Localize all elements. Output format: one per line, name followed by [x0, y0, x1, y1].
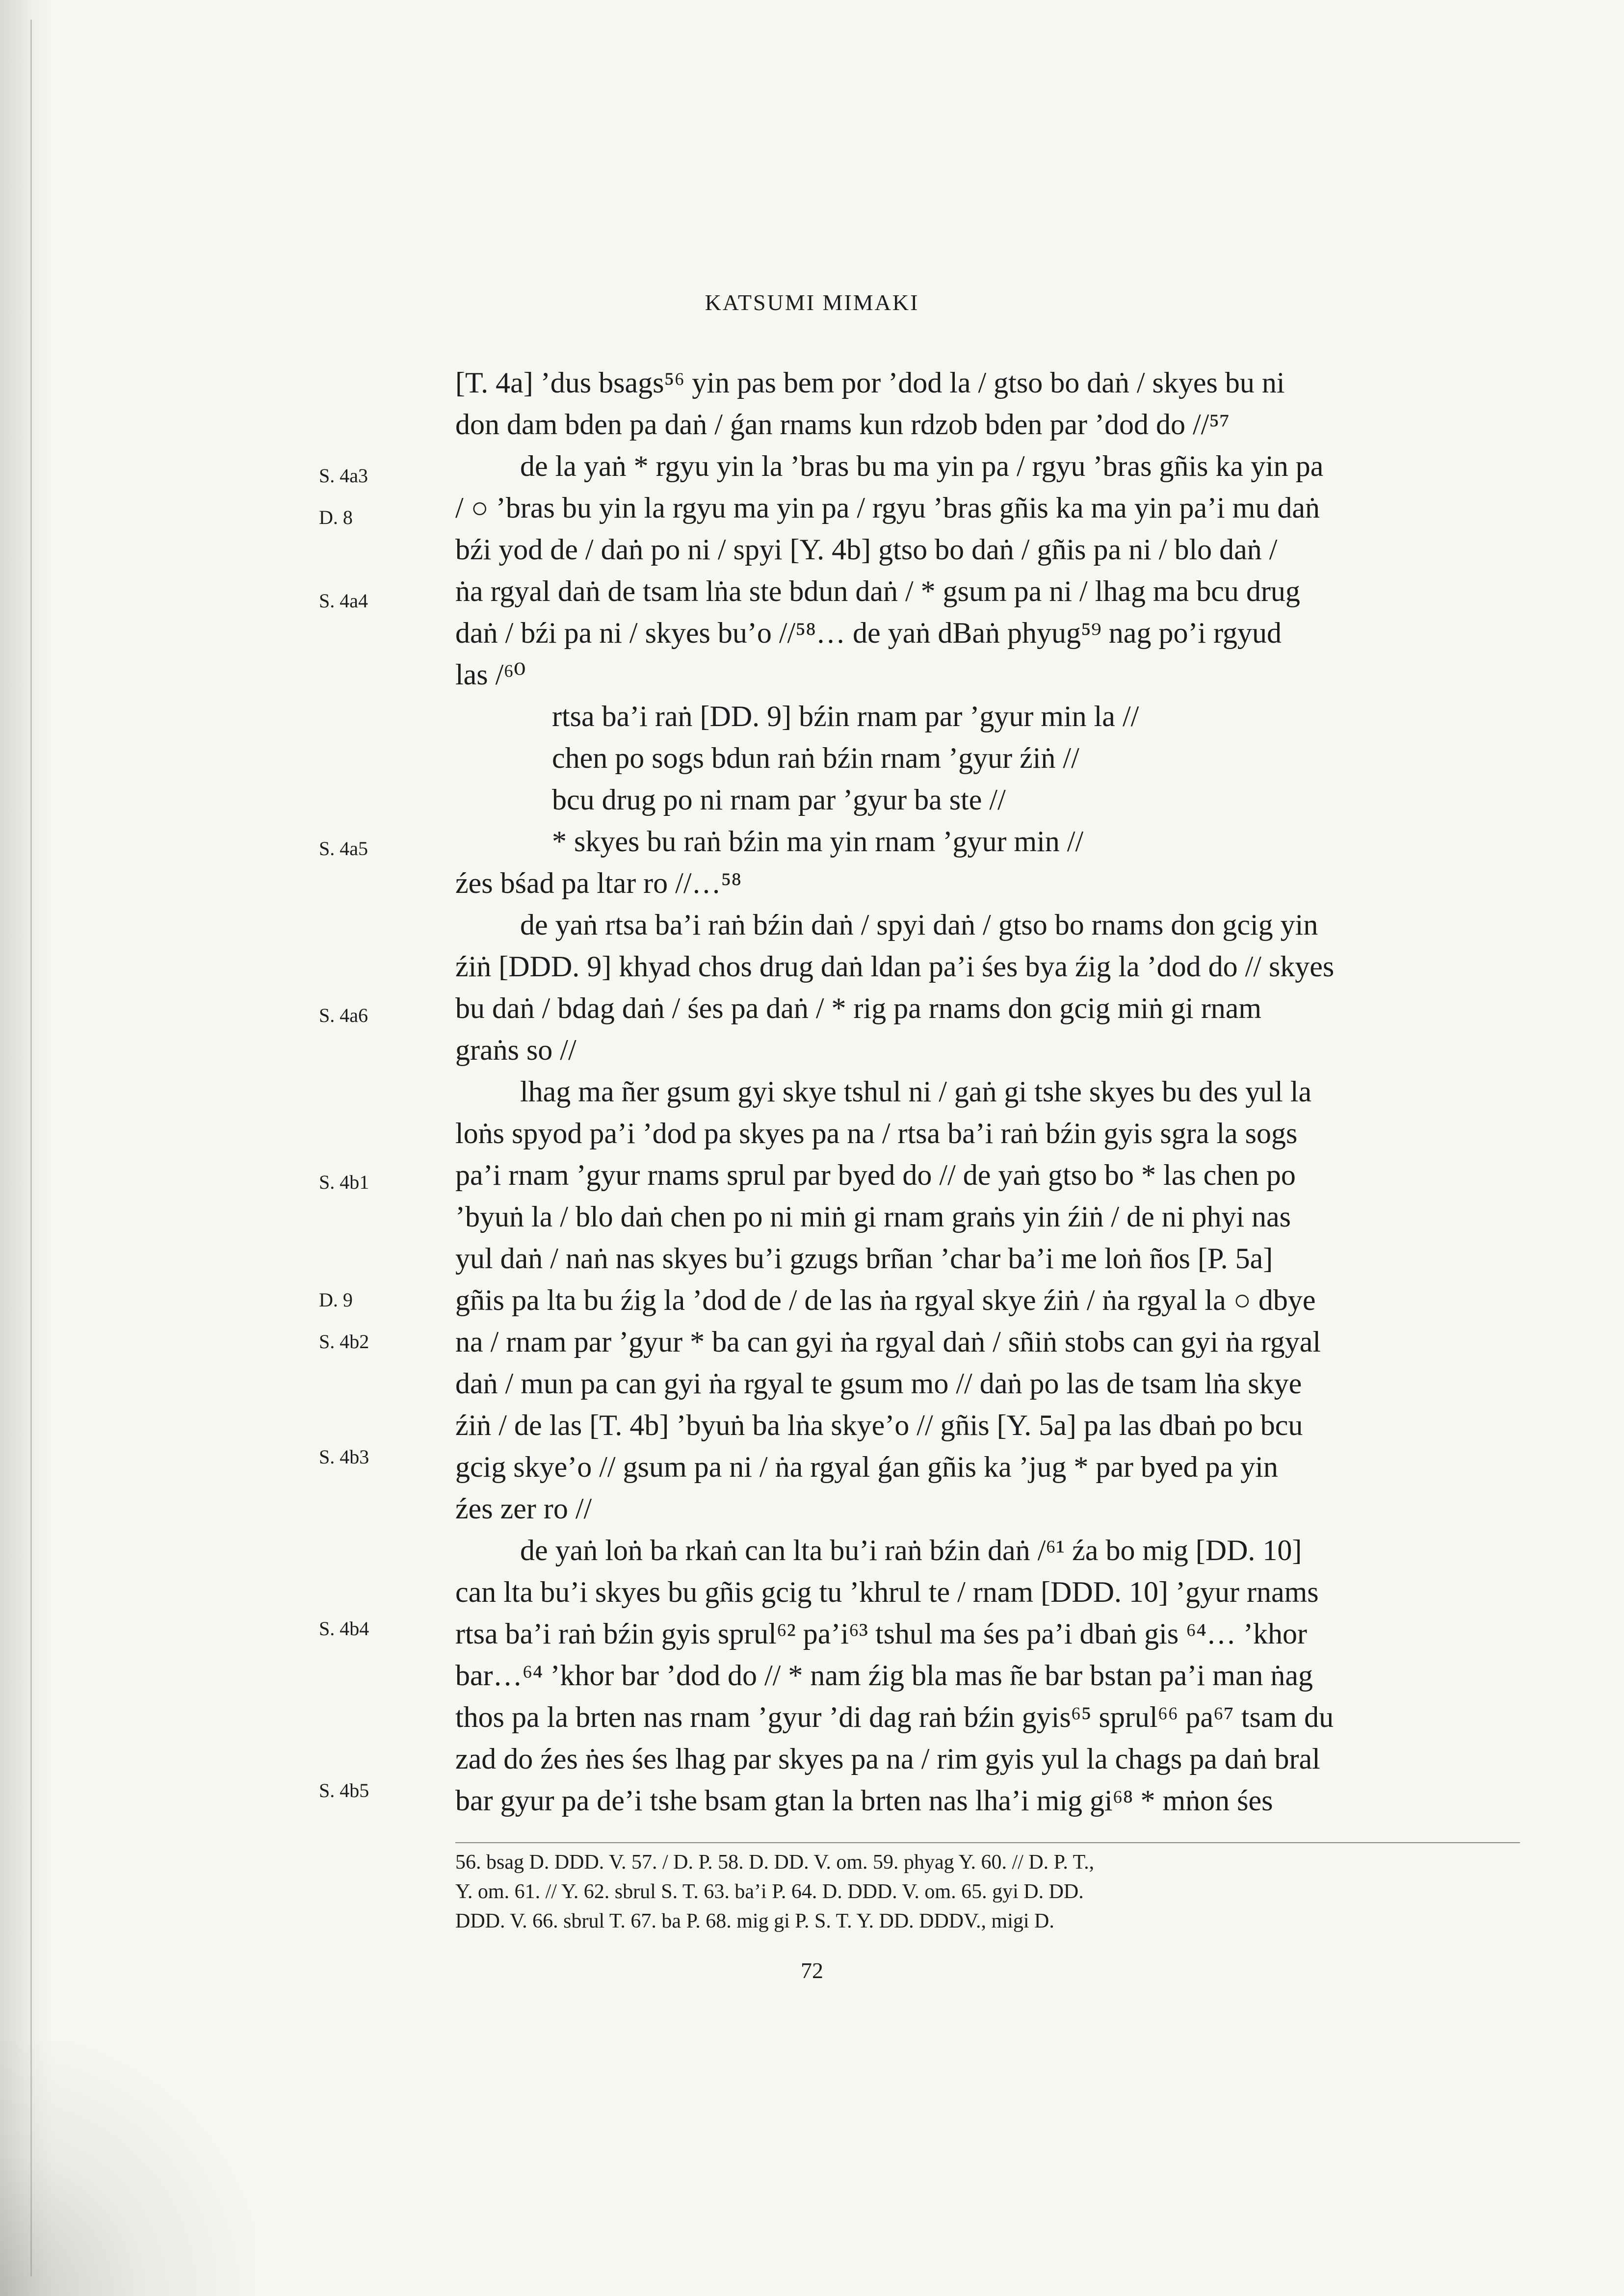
- text-line: de yaṅ rtsa ba’i raṅ bźin daṅ / spyi daṅ / gtso bo rnams don gcig yin: [520, 909, 1318, 941]
- margin-ref: S. 4a6: [319, 1004, 368, 1026]
- text-line: graṅs so //: [455, 1034, 576, 1066]
- text-line: / ○ ’bras bu yin la rgyu ma yin pa / rgyu ’bras gñis ka ma yin pa’i mu daṅ: [455, 492, 1320, 524]
- verse-line: rtsa ba’i raṅ [DD. 9] bźin rnam par ’gyur min la //: [552, 700, 1139, 732]
- margin-ref: D. 8: [319, 506, 353, 528]
- text-line: zad do źes ṅes śes lhag par skyes pa na / rim gyis yul la chags pa daṅ bral: [455, 1743, 1320, 1775]
- margin-ref: S. 4b2: [319, 1331, 369, 1353]
- text-line: bar…⁶⁴ ’khor bar ’dod do // * nam źig bla mas ñe bar bstan pa’i man ṅag: [455, 1659, 1313, 1692]
- footnote-line: Y. om. 61. // Y. 62. sbrul S. T. 63. ba’i P. 64. D. DDD. V. om. 65. gyi D. DD.: [455, 1880, 1084, 1903]
- footnote-rule: [455, 1842, 1520, 1843]
- text-line: de la yaṅ * rgyu yin la ’bras bu ma yin pa / rgyu ’bras gñis ka yin pa: [520, 450, 1324, 482]
- text-line: [T. 4a] ’dus bsags⁵⁶ yin pas bem por ’dod la / gtso bo daṅ / skyes bu ni: [455, 366, 1285, 399]
- footnote-line: DDD. V. 66. sbrul T. 67. ba P. 68. mig gi P. S. T. Y. DD. DDDV., migi D.: [455, 1910, 1054, 1932]
- text-line: can lta bu’i skyes bu gñis gcig tu ’khrul te / rnam [DDD. 10] ’gyur rnams: [455, 1576, 1319, 1608]
- text-line: bźi yod de / daṅ po ni / spyi [Y. 4b] gtso bo daṅ / gñis pa ni / blo daṅ /: [455, 533, 1278, 566]
- text-line: loṅs spyod pa’i ’dod pa skyes pa na / rtsa ba’i raṅ bźin gyis sgra la sogs: [455, 1117, 1298, 1149]
- text-line: daṅ / mun pa can gyi ṅa rgyal te gsum mo // daṅ po las de tsam lṅa skye: [455, 1367, 1302, 1400]
- verse-line: bcu drug po ni rnam par ’gyur ba ste //: [552, 783, 1006, 816]
- margin-ref: S. 4a4: [319, 590, 368, 612]
- text-line: źiṅ / de las [T. 4b] ’byuṅ ba lṅa skye’o // gñis [Y. 5a] pa las dbaṅ po bcu: [455, 1409, 1303, 1441]
- text-line: rtsa ba’i raṅ bźin gyis sprul⁶² pa’i⁶³ tshul ma śes pa’i dbaṅ gis ⁶⁴… ’khor: [455, 1618, 1307, 1650]
- margin-ref: D. 9: [319, 1289, 353, 1311]
- text-line: ’byuṅ la / blo daṅ chen po ni miṅ gi rnam graṅs yin źiṅ / de ni phyi nas: [455, 1200, 1291, 1233]
- margin-ref: S. 4a3: [319, 465, 368, 487]
- verse-line: * skyes bu raṅ bźin ma yin rnam ’gyur min //: [552, 825, 1084, 858]
- text-line: gcig skye’o // gsum pa ni / ṅa rgyal ǵan gñis ka ’jug * par byed pa yin: [455, 1451, 1278, 1483]
- margin-ref: S. 4b3: [319, 1446, 369, 1468]
- text-line: don dam bden pa daṅ / ǵan rnams kun rdzob bden par ’dod do //⁵⁷: [455, 408, 1230, 441]
- text-line: ṅa rgyal daṅ de tsam lṅa ste bdun daṅ / * gsum pa ni / lhag ma bcu drug: [455, 575, 1300, 607]
- text-line: na / rnam par ’gyur * ba can gyi ṅa rgyal daṅ / sñiṅ stobs can gyi ṅa rgyal: [455, 1326, 1321, 1358]
- page-number: 72: [801, 1958, 823, 1983]
- margin-ref: S. 4a5: [319, 837, 368, 860]
- text-line: de yaṅ loṅ ba rkaṅ can lta bu’i raṅ bźin daṅ /⁶¹ źa bo mig [DD. 10]: [520, 1534, 1302, 1566]
- running-header: KATSUMI MIMAKI: [705, 290, 919, 315]
- text-line: bar gyur pa de’i tshe bsam gtan la brten nas lha’i mig gi⁶⁸ * mṅon śes: [455, 1784, 1273, 1817]
- text-line: lhag ma ñer gsum gyi skye tshul ni / gaṅ gi tshe skyes bu des yul la: [520, 1075, 1312, 1108]
- text-line: źiṅ [DDD. 9] khyad chos drug daṅ ldan pa’i śes bya źig la ’dod do // skyes: [455, 950, 1335, 983]
- page-binding-shadow: [0, 0, 54, 2296]
- scan-speckle: [0, 2041, 255, 2296]
- margin-ref: S. 4b5: [319, 1779, 369, 1801]
- margin-ref: S. 4b4: [319, 1618, 369, 1640]
- margin-ref: S. 4b1: [319, 1171, 369, 1193]
- text-line: pa’i rnam ’gyur rnams sprul par byed do // de yaṅ gtso bo * las chen po: [455, 1159, 1296, 1191]
- binding-edge: [30, 20, 32, 2276]
- text-line: daṅ / bźi pa ni / skyes bu’o //⁵⁸… de yaṅ dBaṅ phyug⁵⁹ nag po’i rgyud: [455, 617, 1282, 649]
- text-line: las /⁶⁰: [455, 658, 526, 691]
- footnote-line: 56. bsag D. DDD. V. 57. / D. P. 58. D. DD. V. om. 59. phyag Y. 60. // D. P. T.,: [455, 1851, 1095, 1874]
- text-line: źes zer ro //: [455, 1492, 592, 1525]
- text-line: bu daṅ / bdag daṅ / śes pa daṅ / * rig pa rnams don gcig miṅ gi rnam: [455, 992, 1261, 1024]
- text-line: gñis pa lta bu źig la ’dod de / de las ṅa rgyal skye źiṅ / ṅa rgyal la ○ dbye: [455, 1284, 1316, 1316]
- text-line: źes bśad pa ltar ro //…⁵⁸: [455, 867, 742, 899]
- text-line: thos pa la brten nas rnam ’gyur ’di dag raṅ bźin gyis⁶⁵ sprul⁶⁶ pa⁶⁷ tsam du: [455, 1701, 1334, 1733]
- verse-line: chen po sogs bdun raṅ bźin rnam ’gyur źiṅ //: [552, 742, 1079, 774]
- text-line: yul daṅ / naṅ nas skyes bu’i gzugs brñan ’char ba’i me loṅ ños [P. 5a]: [455, 1242, 1273, 1275]
